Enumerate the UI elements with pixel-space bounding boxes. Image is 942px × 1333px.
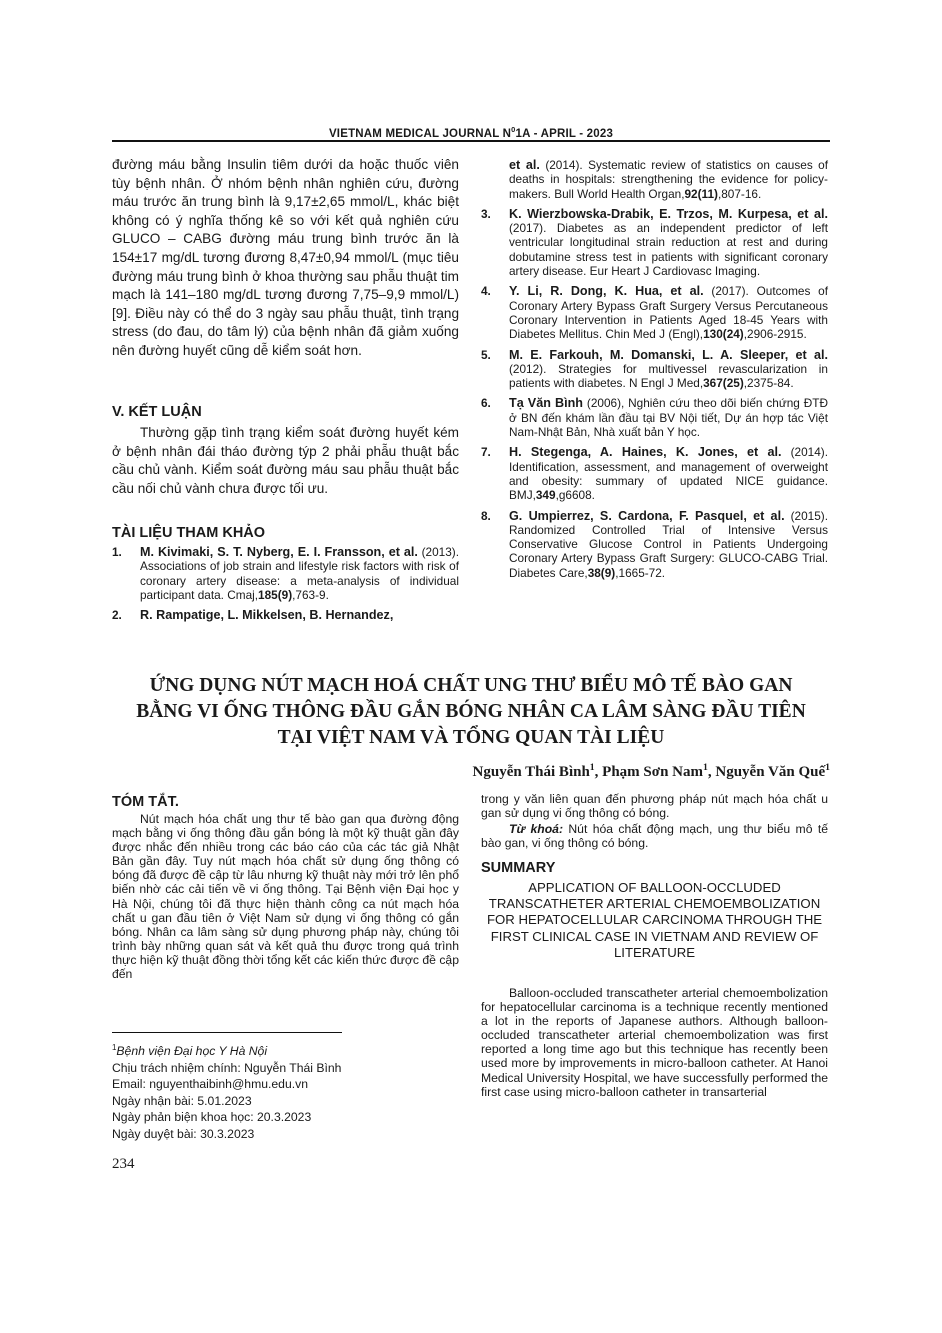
reference-pages: ,2906-2915. bbox=[743, 327, 807, 342]
footnotes bbox=[112, 1040, 459, 1143]
footnote-email: Email: nguyenthaibinh@hmu.edu.vn bbox=[112, 1077, 308, 1092]
reference-text: (2015). Randomized Controlled Trial of Intensive Versus Conservative Glucose Control in Patients Undergoing Coronary Artery Bypass Graft Surgery: GLUCO-CABG Trial. Diabetes Care, bbox=[509, 508, 828, 580]
keywords-label: Từ khoá: bbox=[509, 822, 564, 836]
reference-authors: M. E. Farkouh, M. Domanski, L. A. Sleeper, et al. bbox=[509, 347, 828, 362]
conclusion-paragraph: Thường gặp tình trạng kiểm soát đường huyết kém ở bệnh nhân đái tháo đường týp 2 phải phẫu thuật bắc cầu chủ vành. Kiểm soát đường máu sau phẫu thuật bắc cầu nối chủ vành chưa được tối ưu. bbox=[112, 425, 459, 496]
keywords-text: Nút hóa chất động mạch, ung thư biểu mô tế bào gan, vi ống thông có bóng. bbox=[481, 822, 828, 851]
affiliation-mark: 1 bbox=[112, 1043, 117, 1052]
reference-authors: K. Wierzbowska-Drabik, E. Trzos, M. Kurpesa, et al. bbox=[509, 206, 828, 221]
reference-volume: 92(11) bbox=[684, 186, 718, 201]
reference-authors: R. Rampatige, L. Mikkelsen, B. Hernandez, bbox=[140, 608, 394, 623]
reference-item bbox=[481, 207, 828, 278]
affiliation-mark: 1 bbox=[703, 762, 708, 773]
abstract-heading: TÓM TẮT. bbox=[112, 794, 179, 810]
author-name: Nguyễn Thái Bình bbox=[472, 764, 590, 780]
reference-item bbox=[112, 608, 459, 622]
page-number: 234 bbox=[112, 1156, 135, 1172]
abstract-heading-text: TÓM TẮT bbox=[112, 794, 175, 810]
reference-volume: 367(25) bbox=[703, 376, 744, 391]
reference-pages: ,807-16. bbox=[717, 186, 762, 201]
reference-volume: 185(9) bbox=[258, 587, 293, 602]
reference-text: (2014). Identification, assessment, and management of overweight and obesity: summary of updated NICE guidance. BMJ, bbox=[509, 445, 828, 503]
journal-header bbox=[0, 125, 942, 140]
reference-number: 8. bbox=[481, 508, 491, 523]
reference-authors: Tạ Văn Bình bbox=[509, 396, 583, 411]
article-title-line: BẰNG VI ỐNG THÔNG ĐẦU GẮN BÓNG NHÂN CA LÂM SÀNG ĐẦU TIÊN bbox=[136, 701, 806, 722]
reference-number: 3. bbox=[481, 206, 491, 221]
summary-heading: SUMMARY bbox=[481, 860, 556, 876]
author-name: Phạm Sơn Nam bbox=[602, 764, 703, 780]
footnote-reviewed: Ngày phản biện khoa học: 20.3.2023 bbox=[112, 1110, 312, 1125]
reference-item bbox=[481, 284, 828, 341]
reference-volume: 349 bbox=[535, 488, 556, 503]
reference-item bbox=[481, 396, 828, 439]
article-title bbox=[112, 673, 830, 751]
reference-text: (2006), Nghiên cứu theo dõi biến chứng ĐTĐ ở BN đến khám lần đầu tại BV Nội tiết, Dự án hợp tác Việt Nam-Nhật Bản, Nhà xuất bản Y học. bbox=[509, 396, 828, 440]
footnote-accepted: Ngày duyệt bài: 30.3.2023 bbox=[112, 1127, 255, 1142]
discussion-paragraph: đường máu bằng Insulin tiêm dưới da hoặc thuốc viên tùy bệnh nhân. Ở nhóm bệnh nhân nghiên cứu, đường máu trước ăn trung bình là 9,17±2,65 mmol/L, khác biệt không có ý nghĩa thống kê so với kết quả nghiên cứu GLUCO – CABG đường máu trung bình trước ăn là 154±17 mg/dL tương đương 8,47±0,94 mmol/L (mục tiêu đường máu trung bình ở khoa thường sau phẫu thuật tim mạch là 141–180 mg/dL tương đương 7,75–9,9 mmol/L) [9]. Điều này có thể do 3 ngày sau phẫu thuật, tình trạng stress (do đau, do tâm lý) của bệnh nhân đã giảm xuống nên đường huyết cũng dễ kiểm soát hơn. bbox=[112, 157, 459, 358]
reference-authors: M. Kivimaki, S. T. Nyberg, E. I. Fransson, et al. bbox=[140, 545, 418, 559]
conclusion-heading: V. KẾT LUẬN bbox=[112, 404, 202, 420]
reference-text: (2017). Outcomes of Coronary Artery Bypass Graft Surgery Versus Percutaneous Coronary Intervention in Patients Aged 18-45 Years with Diabetes Mellitus. Chin Med J (Engl), bbox=[509, 284, 828, 342]
summary-subtitle: APPLICATION OF BALLOON-OCCLUDED TRANSCATHETER ARTERIAL CHEMOEMBOLIZATION FOR HEPATOCELLULAR CARCINOMA THROUGH THE FIRST CLINICAL CASE IN VIETNAM AND REVIEW OF LITERATURE bbox=[486, 880, 823, 960]
affiliation-text: Bệnh viện Đại học Y Hà Nội bbox=[116, 1044, 268, 1059]
author-name: Nguyễn Văn Quế bbox=[715, 764, 826, 780]
footnote-affiliation bbox=[112, 1040, 459, 1060]
affiliation-mark: 1 bbox=[589, 762, 595, 773]
reference-text: (2012). Strategies for multivessel revascularization in patients with diabetes. N Engl J Med, bbox=[509, 361, 828, 391]
footnote-received: Ngày nhận bài: 5.01.2023 bbox=[112, 1093, 252, 1108]
reference-number: 4. bbox=[481, 284, 491, 299]
keywords bbox=[481, 822, 828, 850]
reference-volume: 130(24) bbox=[703, 327, 744, 342]
reference-pages: ,2375-84. bbox=[743, 376, 794, 391]
journal-name: VIETNAM MEDICAL JOURNAL N bbox=[328, 127, 512, 140]
summary-paragraph: Balloon-occluded transcatheter arterial chemoembolization for hepatocellular carcinoma is a technique recently mentioned a lot in the reports of Japanese authors. Although balloon-occluded transcatheter arterial chemoembolization was first reported a long time ago but this technique has recently been used more by improvements in micro-balloon catheter. At Hanoi Medical University Hospital, we have successfully performed the first case using micro-balloon catheter in transarterial bbox=[481, 986, 828, 1099]
reference-number: 1. bbox=[112, 545, 122, 559]
journal-issue: 1A - APRIL - 2023 bbox=[515, 127, 614, 140]
references-left bbox=[112, 545, 459, 628]
reference-authors: et al. bbox=[509, 158, 540, 172]
abstract-continuation: trong y văn liên quan đến phương pháp nút mạch hóa chất u gan sử dụng vi ống thông có bóng. bbox=[481, 792, 828, 821]
reference-pages: ,g6608. bbox=[555, 488, 595, 503]
journal-number-sup: 0 bbox=[511, 125, 516, 134]
reference-number: 2. bbox=[112, 608, 122, 623]
reference-number: 6. bbox=[481, 396, 491, 411]
reference-text: (2014). Systematic review of statistics on causes of deaths in hospitals: strengthening the evidence for policy-makers. Bull World Health Organ, bbox=[509, 158, 829, 201]
footnote-rule bbox=[112, 1032, 342, 1033]
affiliation-mark: 1 bbox=[825, 762, 830, 773]
reference-number: 5. bbox=[481, 347, 491, 362]
reference-volume: 38(9) bbox=[587, 565, 616, 580]
reference-text: (2017). Diabetes as an independent predictor of left ventricular longitudinal strain reduction at rest and during dobutamine stress test in patients with significant coronary artery disease. Eur Heart J Cardiovasc Imaging. bbox=[509, 221, 828, 279]
reference-authors: G. Umpierrez, S. Cardona, F. Pasquel, et al. bbox=[509, 508, 785, 523]
article-title-line: ỨNG DỤNG NÚT MẠCH HOÁ CHẤT UNG THƯ BIỂU MÔ TẾ BÀO GAN bbox=[149, 675, 793, 696]
reference-item bbox=[481, 348, 828, 391]
references-right bbox=[481, 158, 828, 586]
footnote-responsible: Chịu trách nhiệm chính: Nguyễn Thái Bình bbox=[112, 1060, 342, 1075]
reference-pages: ,1665-72. bbox=[615, 565, 666, 580]
reference-pages: ,763-9. bbox=[292, 587, 329, 602]
reference-text: (2013). Associations of job strain and lifestyle risk factors with risk of coronary artery disease: a meta-analysis of individual participant data. Cmaj, bbox=[140, 545, 459, 602]
reference-number: 7. bbox=[481, 445, 491, 460]
abstract-paragraph: Nút mạch hóa chất ung thư tế bào gan qua đường động mạch bằng vi ống thông đầu gắn bóng là một kỹ thuật gần đây được nhắc đến nhiều trong các báo cáo của các tác giả Nhật Bản gần đây. Tuy nút mạch hóa chất sử dụng ống thông có bóng đã được đề cập từ lâu nhưng kỹ thuật này mới trở lên phổ biến nhờ các cải tiến về vi ống thông. Tại Bệnh viện Đại học y Hà Nội, chúng tôi đã thực hiện thành công ca nút mạch hóa chất u gan đầu tiên ở Việt Nam sử dụng vi ống thông có gắn bóng. Nhân ca lâm sàng sử dụng phương pháp này, chúng tôi trình bày những quan sát và kết quả thu được trong quá trình thực hiện kỹ thuật đồng thời tổng kết các kiến thức được đề cập đến bbox=[112, 812, 459, 982]
references-heading: TÀI LIỆU THAM KHẢO bbox=[112, 525, 266, 541]
reference-authors: Y. Li, R. Dong, K. Hua, et al. bbox=[509, 284, 704, 299]
reference-item bbox=[112, 545, 459, 602]
article-title-line: TẠI VIỆT NAM VÀ TỔNG QUAN TÀI LIỆU bbox=[277, 727, 665, 748]
reference-item bbox=[481, 158, 828, 201]
reference-item bbox=[481, 445, 828, 502]
article-authors: Nguyễn Thái Bình$^1$, Phạm Sơn Nam$^1$, Nguyễn Văn Quế$^1$ bbox=[472, 762, 830, 780]
reference-authors: H. Stegenga, A. Haines, K. Jones, et al. bbox=[509, 445, 782, 460]
reference-item bbox=[481, 509, 828, 580]
header-rule bbox=[112, 140, 830, 142]
